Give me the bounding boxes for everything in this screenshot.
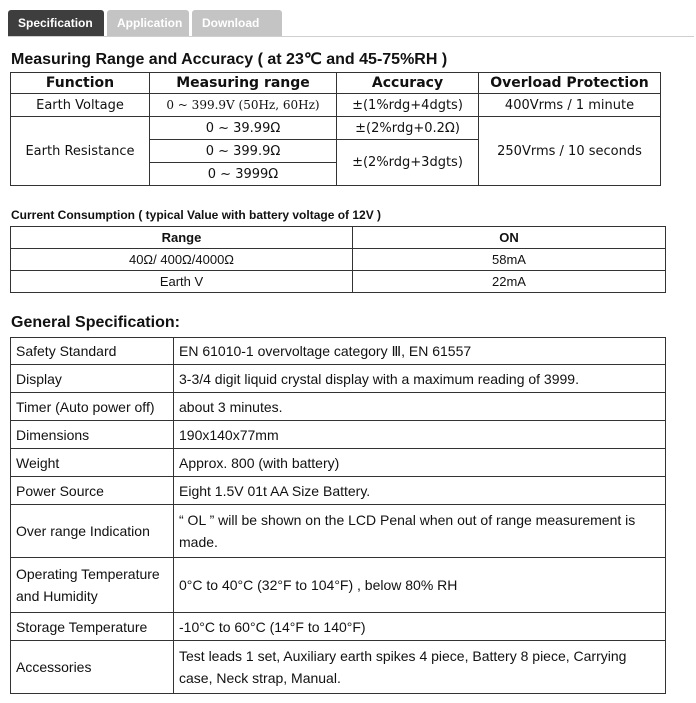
tab-specification[interactable]: Specification: [8, 10, 104, 37]
overload-cell: 400Vrms / 1 minute: [479, 94, 661, 117]
table-row: [11, 365, 666, 393]
tab-bar: [8, 10, 282, 37]
spec-value: Approx. 800 (with battery): [174, 449, 666, 477]
table-row: [11, 338, 666, 365]
function-cell: Earth Voltage: [11, 94, 150, 117]
table-row: [11, 641, 666, 694]
measuring-title: Measuring Range and Accuracy ( at 23℃ and 45-75%RH ): [11, 51, 448, 68]
spec-value: EN 61010-1 overvoltage category Ⅲ, EN 61557: [174, 338, 666, 365]
table-row: [11, 449, 666, 477]
tab-application[interactable]: Application: [107, 10, 189, 37]
spec-key: Safety Standard: [11, 338, 174, 365]
table-row: [11, 249, 666, 271]
spec-key: Accessories: [11, 641, 174, 694]
table-row: [11, 613, 666, 641]
header-range: Range: [11, 227, 353, 249]
header-overload: Overload Protection: [479, 73, 661, 94]
spec-value: -10°C to 60°C (14°F to 140°F): [174, 613, 666, 641]
table-row: [11, 421, 666, 449]
current-table: [10, 226, 666, 293]
spec-key: Power Source: [11, 477, 174, 505]
range-cell: 40Ω/ 400Ω/4000Ω: [11, 249, 353, 271]
measuring-table: [10, 72, 661, 186]
current-title: Current Consumption ( typical Value with battery voltage of 12V ): [11, 208, 382, 222]
spec-key: Dimensions: [11, 421, 174, 449]
range-cell: 0 ~ 39.99Ω: [150, 117, 337, 140]
on-cell: 58mA: [353, 249, 666, 271]
spec-value: 3-3/4 digit liquid crystal display with a maximum reading of 3999.: [174, 365, 666, 393]
table-row: [11, 94, 661, 117]
tab-download[interactable]: Download: [192, 10, 282, 37]
spec-value: about 3 minutes.: [174, 393, 666, 421]
accuracy-cell: ±(1%rdg+4dgts): [337, 94, 479, 117]
spec-key: Operating Temperature and Humidity: [11, 558, 174, 613]
spec-key: Over range Indication: [11, 505, 174, 558]
spec-key: Storage Temperature: [11, 613, 174, 641]
spec-value: 0°C to 40°C (32°F to 104°F) , below 80% RH: [174, 558, 666, 613]
table-row: [11, 271, 666, 293]
range-cell: 0 ~ 399.9Ω: [150, 140, 337, 163]
tab-divider: [8, 36, 694, 37]
header-function: Function: [11, 73, 150, 94]
table-row: [11, 505, 666, 558]
accuracy-cell: ±(2%rdg+3dgts): [337, 140, 479, 186]
spec-key: Weight: [11, 449, 174, 477]
table-row: [11, 477, 666, 505]
header-on: ON: [353, 227, 666, 249]
general-title: General Specification:: [11, 314, 180, 331]
table-row: [11, 558, 666, 613]
general-table: [10, 337, 666, 694]
range-cell: 0 ~ 3999Ω: [150, 163, 337, 186]
range-cell: Earth V: [11, 271, 353, 293]
overload-cell: 250Vrms / 10 seconds: [479, 117, 661, 186]
spec-value: “ OL ” will be shown on the LCD Penal when out of range measurement is made.: [174, 505, 666, 558]
spec-value: Test leads 1 set, Auxiliary earth spikes 4 piece, Battery 8 piece, Carrying case, Neck strap, Manual.: [174, 641, 666, 694]
table-row: [11, 117, 661, 140]
function-cell: Earth Resistance: [11, 117, 150, 186]
table-row: [11, 393, 666, 421]
header-measuring-range: Measuring range: [150, 73, 337, 94]
on-cell: 22mA: [353, 271, 666, 293]
spec-key: Display: [11, 365, 174, 393]
accuracy-cell: ±(2%rdg+0.2Ω): [337, 117, 479, 140]
spec-key: Timer (Auto power off): [11, 393, 174, 421]
header-accuracy: Accuracy: [337, 73, 479, 94]
range-cell: 0 ~ 399.9V (50Hz, 60Hz): [150, 94, 337, 117]
spec-value: Eight 1.5V 01t AA Size Battery.: [174, 477, 666, 505]
spec-value: 190x140x77mm: [174, 421, 666, 449]
